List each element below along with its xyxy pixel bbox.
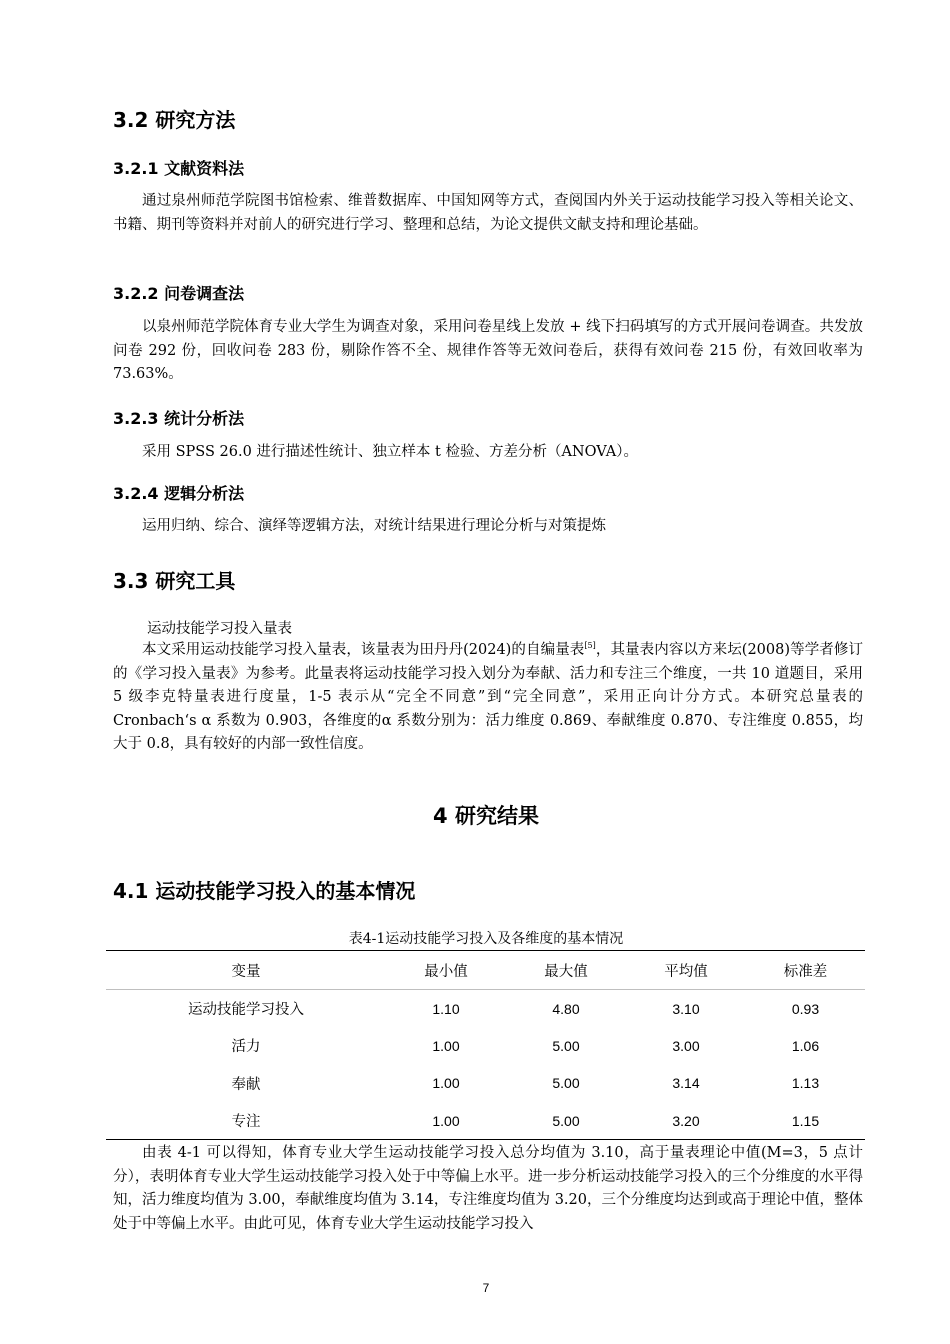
table-cell-max: 5.00 — [506, 1102, 626, 1140]
table-cell-min: 1.10 — [432, 1000, 460, 1017]
table-row — [106, 1065, 865, 1103]
section-heading-3-2: 3.2 研究方法 — [113, 108, 236, 132]
table-cell-min: 1.00 — [432, 1037, 460, 1054]
table-cell-max: 4.80 — [552, 1000, 580, 1017]
table-cell-sd: 0.93 — [791, 1000, 820, 1017]
table-header-variable: 变量 — [106, 951, 386, 990]
table-header-sd: 标准差 — [746, 951, 865, 990]
table-row — [106, 1102, 865, 1140]
table-cell-max: 5.00 — [552, 1037, 580, 1054]
paragraph-text-after-ref: ，其量表内容以方来坛(2008)等学者修订的《学习投入量表》为参考。此量表将运动技能学习投入划分为奉献、活力和专注三个维度，一共 10 道题目，采用 5 级李克特量表进行度量，1-5 表示从“完全不同意”到“完全同意”，采用正向计分方式。本研究总量表的 Cronbach‘s α 系数为 0.903，各维度的α 系数分别为：活力维度 0.869、奉献维度 0.870、专注维度 0.855，均大于 0.8，具有较好的内部一致性信度。 — [113, 642, 863, 752]
scale-name-line: 运动技能学习投入量表 — [147, 621, 292, 637]
table-cell-variable: 专注 — [106, 1102, 386, 1140]
table-cell-min: 1.00 — [386, 1102, 506, 1140]
paragraph-literature-method: 通过泉州师范学院图书馆检索、维普数据库、中国知网等方式，查阅国内外关于运动技能学习投入等相关论文、书籍、期刊等资料并对前人的研究进行学习、整理和总结，为论文提供文献支持和理论基础。 — [113, 193, 863, 233]
paragraph-results-discussion: 由表 4-1 可以得知，体育专业大学生运动技能学习投入总分均值为 3.10，高于量表理论中值(M=3，5 点计分），表明体育专业大学生运动技能学习投入处于中等偏上水平。进一步分析运动技能学习投入的三个分维度的水平得知，活力维度均值为 3.00，奉献维度均值为 3.14，专注维度均值为 3.20，三个分维度均达到或高于理论中值，整体处于中等偏上水平。由此可见，体育专业大学生运动技能学习投入 — [113, 1145, 863, 1232]
table-cell-mean: 3.00 — [672, 1037, 700, 1054]
reference-marker: [5] — [584, 641, 596, 651]
subsection-heading-3-2-3: 3.2.3 统计分析法 — [113, 409, 245, 428]
table-header-min: 最小值 — [386, 951, 506, 990]
section-heading-3-3: 3.3 研究工具 — [113, 569, 236, 593]
table-cell-mean: 3.14 — [672, 1075, 700, 1092]
table-header-mean: 平均值 — [626, 951, 746, 990]
table-cell-variable: 奉献 — [231, 1076, 261, 1093]
page-number: 7 — [482, 1281, 490, 1295]
table-cell-mean: 3.20 — [626, 1102, 746, 1140]
subsection-heading-3-2-1: 3.2.1 文献资料法 — [113, 159, 245, 178]
table-row — [106, 990, 865, 1028]
paragraph-statistics-method: 采用 SPSS 26.0 进行描述性统计、独立样本 t 检验、方差分析（ANOVA）。 — [142, 444, 638, 460]
table-cell-min: 1.00 — [432, 1075, 460, 1092]
table-header-max: 最大值 — [506, 951, 626, 990]
chapter-heading-4: 4 研究结果 — [433, 804, 539, 828]
paragraph-questionnaire-method: 以泉州师范学院体育专业大学生为调查对象，采用问卷星线上发放 + 线下扫码填写的方式开展问卷调查。共发放问卷 292 份，回收问卷 283 份，剔除作答不全、规律作答等无效问卷后，获得有效问卷 215 份，有效回收率为 73.63%。 — [113, 319, 863, 382]
table-cell-variable: 活力 — [231, 1039, 261, 1056]
table-cell-sd: 1.06 — [791, 1037, 820, 1054]
subsection-heading-3-2-2: 3.2.2 问卷调查法 — [113, 284, 245, 303]
paragraph-text-before-ref: 本文采用运动技能学习投入量表，该量表为田丹丹(2024)的自编量表 — [142, 642, 585, 658]
paragraph-research-tool — [113, 639, 863, 757]
table-caption: 表4-1运动技能学习投入及各维度的基本情况 — [348, 931, 624, 947]
table-cell-mean: 3.10 — [672, 1000, 700, 1017]
table-cell-sd: 1.15 — [746, 1102, 865, 1140]
descriptive-stats-table — [106, 950, 865, 1140]
table-cell-max: 5.00 — [552, 1075, 580, 1092]
section-heading-4-1: 4.1 运动技能学习投入的基本情况 — [113, 879, 416, 903]
table-row — [106, 1027, 865, 1065]
table-cell-variable: 运动技能学习投入 — [188, 1002, 304, 1018]
table-header-row — [106, 951, 865, 990]
paragraph-logic-method: 运用归纳、综合、演绎等逻辑方法，对统计结果进行理论分析与对策提炼 — [142, 518, 606, 534]
table-cell-sd: 1.13 — [791, 1075, 820, 1092]
subsection-heading-3-2-4: 3.2.4 逻辑分析法 — [113, 484, 245, 503]
